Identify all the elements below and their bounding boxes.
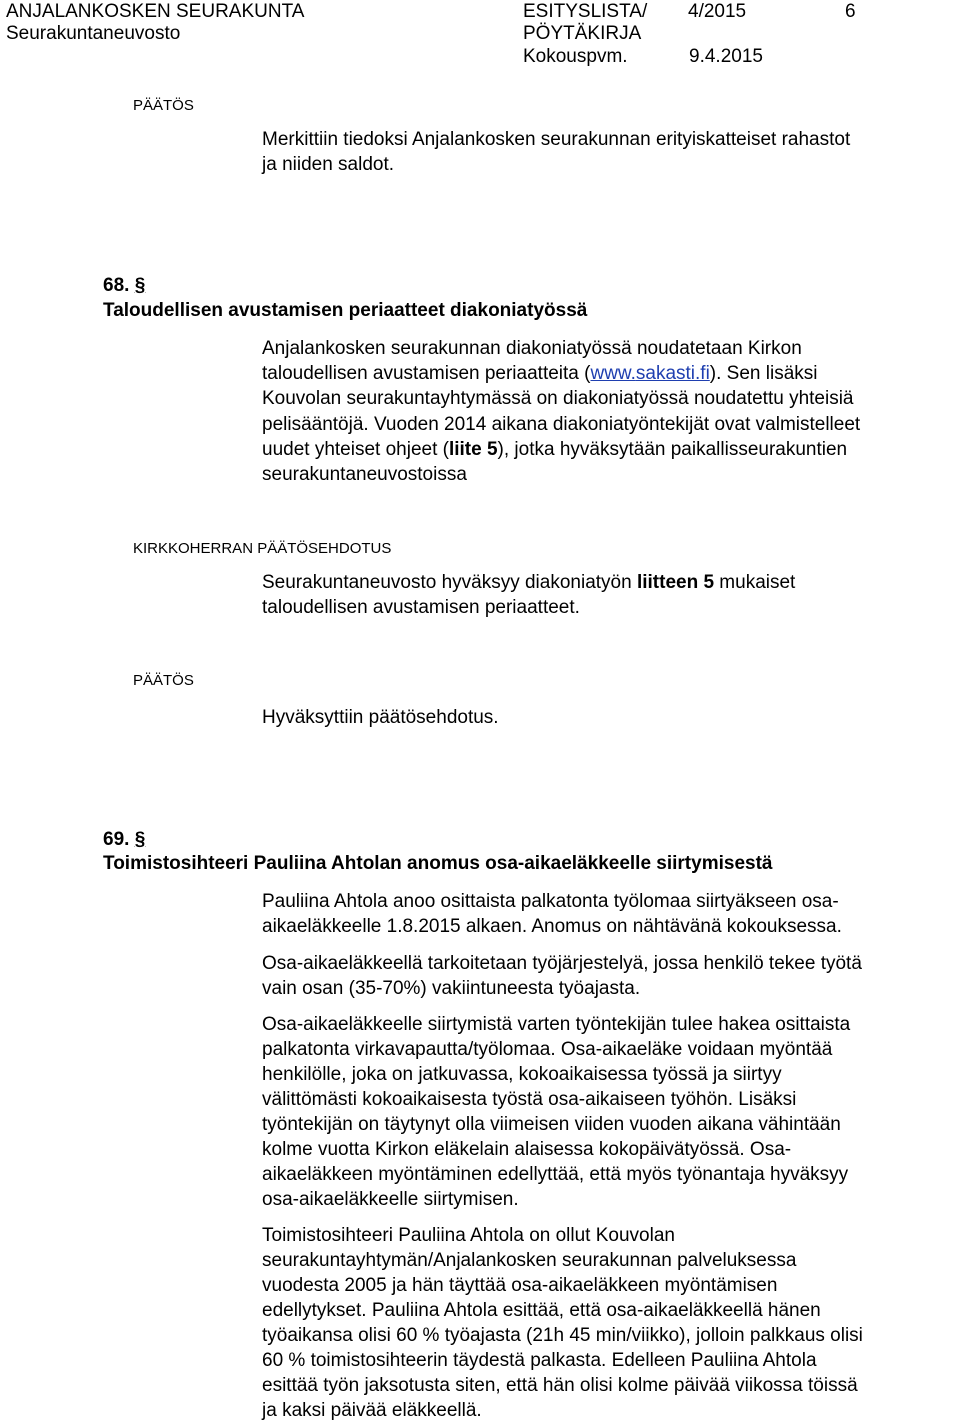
decision-text: Hyväksyttiin päätösehdotus. bbox=[262, 707, 499, 728]
proposal-label: KIRKKOHERRAN PÄÄTÖSEHDOTUS bbox=[133, 540, 392, 557]
decision-label: PÄÄTÖS bbox=[133, 97, 194, 114]
attachment-ref: liitteen 5 bbox=[636, 572, 715, 593]
section-68-number bbox=[103, 273, 145, 298]
section-sign: § bbox=[134, 829, 146, 850]
paragraph-line: välittömästi kokoaikaisesta työstä osa-aikaiseen työhön. Lisäksi bbox=[262, 1089, 797, 1110]
paragraph-line: Pauliina Ahtola anoo osittaista palkatonta työlomaa siirtyäkseen osa- bbox=[262, 891, 839, 912]
paragraph-line: osa-aikaeläkkeelle siirtymisen. bbox=[262, 1189, 519, 1210]
meeting-number: 4/2015 bbox=[688, 1, 747, 22]
section-68-title: Taloudellisen avustamisen periaatteet diakoniatyössä bbox=[103, 300, 588, 321]
text-span: mukaiset bbox=[714, 572, 796, 593]
text-span: Seurakuntaneuvosto hyväksyy diakoniatyön bbox=[262, 572, 637, 593]
paragraph-line: aikaeläkkeen myöntäminen edellyttää, että myös työnantaja hyväksyy bbox=[262, 1164, 849, 1185]
paragraph-line: kolme vuotta Kirkon eläkelain alaisessa kokopäivätyössä. Osa- bbox=[262, 1139, 792, 1160]
section-sign: § bbox=[134, 275, 146, 296]
text-span: ), jotka hyväksytään paikallisseurakuntien bbox=[497, 439, 848, 460]
paragraph-line bbox=[262, 437, 847, 462]
paragraph-line: Kouvolan seurakuntayhtymässä on diakoniatyössä noudatettu yhteisiä bbox=[262, 388, 854, 409]
paragraph-line: työntekijän on täytynyt olla viimeisen viiden vuoden aikana vähintään bbox=[262, 1114, 841, 1135]
meeting-date: 9.4.2015 bbox=[689, 46, 763, 67]
proposal-line: taloudellisen avustamisen periaatteet. bbox=[262, 597, 580, 618]
paragraph-line: ja kaksi päivää eläkkeellä. bbox=[262, 1400, 482, 1421]
decision-label: PÄÄTÖS bbox=[133, 672, 194, 689]
proposal-line bbox=[262, 570, 795, 595]
paragraph-line: aikaeläkkeelle 1.8.2015 alkaen. Anomus on nähtävänä kokouksessa. bbox=[262, 916, 842, 937]
sakasti-link-www[interactable]: www. bbox=[590, 363, 636, 384]
section-69-title: Toimistosihteeri Pauliina Ahtolan anomus osa-aikaeläkkeelle siirtymisestä bbox=[103, 853, 773, 874]
paragraph-line: 60 % toimistosihteerin täydestä palkasta. Edelleen Pauliina Ahtola bbox=[262, 1350, 817, 1371]
paragraph-line: seurakuntaneuvostoissa bbox=[262, 464, 467, 485]
paragraph-line: Osa-aikaeläkkeellä tarkoitetaan työjärjestelyä, jossa henkilö tekee työtä bbox=[262, 953, 862, 974]
attachment-ref: liite 5 bbox=[448, 439, 498, 460]
doctype-line1: ESITYSLISTA/ bbox=[523, 1, 648, 22]
org-name: ANJALANKOSKEN SEURAKUNTA bbox=[6, 1, 305, 22]
text-span: pelisääntöjä. bbox=[262, 414, 374, 435]
section-number: 68. bbox=[103, 275, 130, 296]
doctype-line2: PÖYTÄKIRJA bbox=[523, 23, 642, 44]
paragraph-line: vuodesta 2005 ja hän täyttää osa-aikaeläkkeen myöntämisen bbox=[262, 1275, 778, 1296]
text-span: Vuoden 2014 aikana diakoniatyöntekijät ovat valmistelleet bbox=[373, 414, 861, 435]
sakasti-link[interactable]: sakasti.fi bbox=[635, 363, 710, 384]
decision-text-line: ja niiden saldot. bbox=[262, 154, 395, 175]
decision-text-line: Merkittiin tiedoksi Anjalankosken seurakunnan erityiskatteiset rahastot bbox=[262, 129, 851, 150]
paragraph-line: Osa-aikaeläkkeelle siirtymistä varten työntekijän tulee hakea osittaista bbox=[262, 1014, 851, 1035]
paragraph-line: vain osan (35-70%) vakiintuneesta työajasta. bbox=[262, 978, 641, 999]
meeting-date-label: Kokouspvm. bbox=[523, 46, 628, 67]
paragraph-line: työaikansa olisi 60 % työajasta (21h 45 min/viikko), jolloin palkkaus olisi bbox=[262, 1325, 863, 1346]
paragraph-line bbox=[262, 361, 818, 386]
paragraph-line: esittää työn jaksotusta siten, että hän olisi kolme päivää viikossa töissä bbox=[262, 1375, 858, 1396]
section-number: 69. bbox=[103, 829, 130, 850]
paragraph-line: edellytykset. Pauliina Ahtola esittää, että osa-aikaeläkkeellä hänen bbox=[262, 1300, 821, 1321]
page-number: 6 bbox=[845, 1, 856, 22]
paragraph-line bbox=[262, 412, 860, 437]
paragraph-line: Toimistosihteeri Pauliina Ahtola on ollut Kouvolan bbox=[262, 1225, 675, 1246]
paragraph-line: seurakuntayhtymän/Anjalankosken seurakunnan palveluksessa bbox=[262, 1250, 797, 1271]
text-span: ). Sen lisäksi bbox=[709, 363, 818, 384]
board-name: Seurakuntaneuvosto bbox=[6, 23, 181, 44]
section-69-number bbox=[103, 827, 145, 852]
paragraph-line: henkilölle, joka on jatkuvassa, kokoaikaisessa työssä ja siirtyy bbox=[262, 1064, 782, 1085]
text-span: taloudellisen avustamisen periaatteita ( bbox=[262, 363, 591, 384]
paragraph-line: Anjalankosken seurakunnan diakoniatyössä noudatetaan Kirkon bbox=[262, 338, 802, 359]
text-span: uudet yhteiset ohjeet ( bbox=[262, 439, 449, 460]
paragraph-line: palkatonta virkavapautta/työlomaa. Osa-aikaeläke voidaan myöntää bbox=[262, 1039, 833, 1060]
